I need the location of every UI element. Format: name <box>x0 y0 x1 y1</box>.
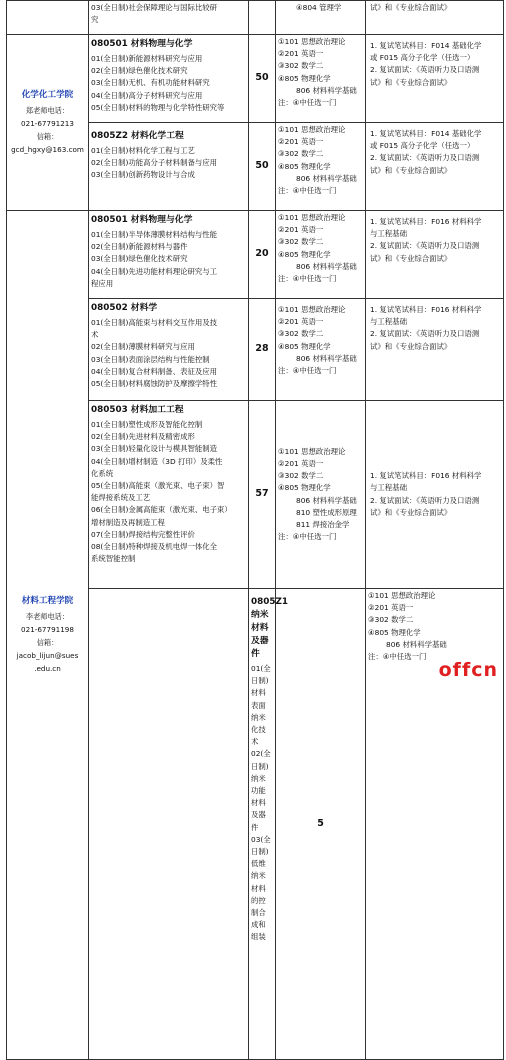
retest-line: 2. 复试面试：《英语听力及口语测 <box>370 65 480 75</box>
direction-line: 04(全日制)增材制造（3D 打印）及柔性 <box>91 456 223 466</box>
exam-cell <box>276 211 366 299</box>
exam-line: ①101 思想政治理论 <box>368 591 436 600</box>
quota-cell: 50 <box>249 123 276 211</box>
quota-cell-empty <box>249 1 276 35</box>
exam-line: ④805 物理化学 <box>368 627 421 637</box>
contact-line: 021-67791198 <box>21 624 74 634</box>
direction-line: 02(全日制)功能高分子材料制备与应用 <box>91 158 218 168</box>
retest-line: 1. 复试笔试科目：F016 材料科学 <box>370 471 482 481</box>
retest-line: 或 F015 高分子化学（任选一） <box>370 141 475 151</box>
exam-cell <box>276 35 366 123</box>
major-title: 0805Z2 材料化学工程 <box>91 131 184 141</box>
retest-line: 2. 复试面试：《英语听力及口语测 <box>370 153 480 163</box>
college-name: 材料工程学院 <box>21 595 74 606</box>
direction-line: 03(全日制)低维纳米材料的控制合成和 <box>251 834 271 930</box>
contact-line: 李老师电话： <box>25 611 70 621</box>
exam-line: ①101 思想政治理论 <box>278 305 346 314</box>
exam-line: ②201 英语一 <box>278 317 324 327</box>
retest-line: 1. 复试笔试科目：F016 材料科学 <box>370 305 482 314</box>
direction-line: 组装 <box>251 932 266 942</box>
major-cell <box>89 1 249 35</box>
direction-line: 能焊接系统及工艺 <box>91 493 151 503</box>
direction-line: 07(全日制)焊接结构完整性评价 <box>91 529 195 539</box>
retest-line: 与工程基础 <box>370 317 407 327</box>
quota-cell: 28 <box>249 299 276 401</box>
admission-table <box>6 0 504 1060</box>
direction-line: 02(全日制)新能源材料与器件 <box>91 242 188 252</box>
major-title: 080501 材料物理与化学 <box>91 215 193 225</box>
direction-line: 程应用 <box>91 278 114 288</box>
retest-cell <box>366 1 504 35</box>
direction-line: 03(全日制)创新药物设计与合成 <box>91 170 195 180</box>
contact-line: 信箱： <box>36 637 59 647</box>
exam-line: 806 材料科学基础 <box>296 85 357 95</box>
exam-line: ④805 物理化学 <box>278 341 331 351</box>
exam-line: ③302 数学二 <box>278 471 324 481</box>
offcn-watermark: offcn <box>438 659 498 681</box>
direction-line: 03(全日制)无机、有机功能材料研究 <box>91 78 210 88</box>
direction-line: 03(全日制)社会保障理论与国际比较研 <box>91 3 218 12</box>
retest-line: 2. 复试面试：《英语听力及口语测 <box>370 495 480 505</box>
retest-line: 试》和《专业综合面试》 <box>370 507 452 517</box>
direction-line: 化系统 <box>91 468 114 478</box>
direction-line: 08(全日制)特种焊接及机电焊一体化全 <box>91 542 218 552</box>
direction-line: 06(全日制)金属高能束（激光束、电子束） <box>91 505 232 515</box>
direction-line: 02(全日制)薄膜材料研究与应用 <box>91 342 195 352</box>
college-name: 化学化工学院 <box>21 90 74 100</box>
college-cell-empty <box>7 1 89 35</box>
retest-line: 1. 复试笔试科目：F016 材料科学 <box>370 217 482 226</box>
retest-line: 2. 复试面试：《英语听力及口语测 <box>370 329 480 339</box>
exam-line: ④805 物理化学 <box>278 73 331 83</box>
contact-line: 021-67791213 <box>21 119 74 128</box>
direction-line: 04(全日制)高分子材料研究与应用 <box>91 90 203 100</box>
retest-line: 与工程基础 <box>370 483 407 493</box>
direction-line: 系统智能控制 <box>91 554 136 564</box>
retest-cell <box>366 401 504 589</box>
direction-line: 究 <box>91 15 99 25</box>
contact-line: gcd_hgxy@163.com <box>11 145 84 154</box>
direction-line: 04(全日制)先进功能材料理论研究与工 <box>91 266 218 276</box>
direction-line: 02(全日制)先进材料及精密成形 <box>91 432 195 442</box>
exam-line: 810 塑性成形原理 <box>296 507 357 517</box>
contact-line: jacob_lijun@sues <box>16 650 79 660</box>
contact-line: 郑老师电话： <box>25 106 70 115</box>
retest-cell <box>366 35 504 123</box>
direction-line: 01(全日制)塑性成形及智能化控制 <box>91 420 203 429</box>
retest-cell <box>366 211 504 299</box>
exam-line: 注：④中任选一门 <box>368 652 427 662</box>
exam-line: 806 材料科学基础 <box>296 173 357 183</box>
exam-line: ③302 数学二 <box>278 61 324 71</box>
major-cell <box>89 211 249 299</box>
college-cell <box>7 35 89 211</box>
major-cell <box>89 299 249 401</box>
direction-line: 05(全日制)材料的物理与化学特性研究等 <box>91 102 225 112</box>
exam-line: 注：④中任选一门 <box>278 366 337 376</box>
exam-line: ④805 物理化学 <box>278 483 331 493</box>
major-cell <box>89 35 249 123</box>
exam-line: 注：④中任选一门 <box>278 98 337 108</box>
direction-line: 05(全日制)材料腐蚀防护及摩擦学特性 <box>91 379 218 389</box>
direction-line: 术 <box>91 330 99 340</box>
major-cell <box>89 401 249 589</box>
direction-line: 02(全日制)绿色催化技术研究 <box>91 66 188 76</box>
exam-line: 注：④中任选一门 <box>278 274 337 284</box>
exam-line: ①101 思想政治理论 <box>278 446 346 456</box>
quota-cell: 20 <box>249 211 276 299</box>
direction-line: 03(全日制)轻量化设计与模具智能制造 <box>91 444 218 454</box>
exam-line: 注：④中任选一门 <box>278 532 337 542</box>
major-cell <box>89 123 249 211</box>
contact-line: 信箱： <box>36 132 59 141</box>
exam-line: ③302 数学二 <box>278 329 324 339</box>
retest-line: 与工程基础 <box>370 229 407 239</box>
college-cell <box>7 211 89 1060</box>
college-cell-empty <box>89 589 249 1060</box>
direction-line: 05(全日制)高能束（激光束、电子束）智 <box>91 481 225 491</box>
direction-line: 01(全日制)半导体薄膜材料结构与性能 <box>91 230 218 239</box>
quota-cell: 5 <box>276 589 366 1060</box>
exam-line: ④804 管理学 <box>296 3 342 12</box>
exam-line: ①101 思想政治理论 <box>278 125 346 134</box>
major-title: 080502 材料学 <box>91 303 158 313</box>
exam-line: 806 材料科学基础 <box>296 353 357 363</box>
exam-line: ①101 思想政治理论 <box>278 213 346 222</box>
retest-line: 2. 复试面试：《英语听力及口语测 <box>370 241 480 251</box>
exam-line: ②201 英语一 <box>278 458 324 468</box>
quota-cell: 50 <box>249 35 276 123</box>
exam-line: ④805 物理化学 <box>278 249 331 259</box>
exam-line: ②201 英语一 <box>278 49 324 59</box>
exam-line: ②201 英语一 <box>278 225 324 235</box>
exam-line: ②201 英语一 <box>278 137 324 147</box>
retest-line: 试》和《专业综合面试》 <box>370 341 452 351</box>
direction-line: 01(全日制)材料表面纳米化技术 <box>251 664 271 747</box>
retest-line: 试》和《专业综合面试》 <box>370 3 452 12</box>
exam-line: ④805 物理化学 <box>278 161 331 171</box>
exam-line: 806 材料科学基础 <box>296 261 357 271</box>
major-title: 080501 材料物理与化学 <box>91 39 193 49</box>
exam-cell <box>276 1 366 35</box>
direction-line: 02(全日制)纳米功能材料及器件 <box>251 749 271 832</box>
exam-line: 811 焊接冶金学 <box>296 519 350 529</box>
direction-line: 01(全日制)材料化学工程与工艺 <box>91 146 195 155</box>
exam-line: 806 材料科学基础 <box>296 495 357 505</box>
contact-line: .edu.cn <box>34 663 61 673</box>
retest-line: 试》和《专业综合面试》 <box>370 165 452 175</box>
direction-line: 03(全日制)绿色催化技术研究 <box>91 254 188 264</box>
exam-line: 注：④中任选一门 <box>278 186 337 196</box>
major-title: 0805Z1 纳米材料及器件 <box>251 597 288 659</box>
exam-line: ①101 思想政治理论 <box>278 37 346 46</box>
direction-line: 01(全日制)新能源材料研究与应用 <box>91 54 203 63</box>
retest-line: 试》和《专业综合面试》 <box>370 77 452 87</box>
major-cell <box>249 589 288 1060</box>
retest-line: 或 F015 高分子化学（任选一） <box>370 53 475 63</box>
exam-line: 806 材料科学基础 <box>386 639 447 649</box>
retest-cell <box>366 123 504 211</box>
continuation-row <box>7 1 504 35</box>
direction-line: 03(全日制)表面涂层结构与性能控制 <box>91 354 210 364</box>
exam-line: ②201 英语一 <box>368 603 414 613</box>
exam-cell <box>276 123 366 211</box>
direction-line: 04(全日制)复合材料制备、表征及应用 <box>91 366 218 376</box>
major-title: 080503 材料加工工程 <box>91 405 184 415</box>
retest-line: 试》和《专业综合面试》 <box>370 253 452 263</box>
table-row <box>7 35 504 123</box>
exam-line: ③302 数学二 <box>368 615 414 625</box>
exam-line: ③302 数学二 <box>278 149 324 159</box>
table-row <box>7 211 504 299</box>
retest-cell <box>366 299 504 401</box>
retest-line: 1. 复试笔试科目：F014 基础化学 <box>370 41 482 50</box>
quota-cell: 57 <box>249 401 276 589</box>
exam-cell <box>276 299 366 401</box>
retest-line: 1. 复试笔试科目：F014 基础化学 <box>370 129 482 138</box>
exam-cell <box>276 401 366 589</box>
direction-line: 增材制造及再制造工程 <box>91 517 165 527</box>
exam-line: ③302 数学二 <box>278 237 324 247</box>
direction-line: 01(全日制)高能束与材料交互作用及技 <box>91 318 218 327</box>
